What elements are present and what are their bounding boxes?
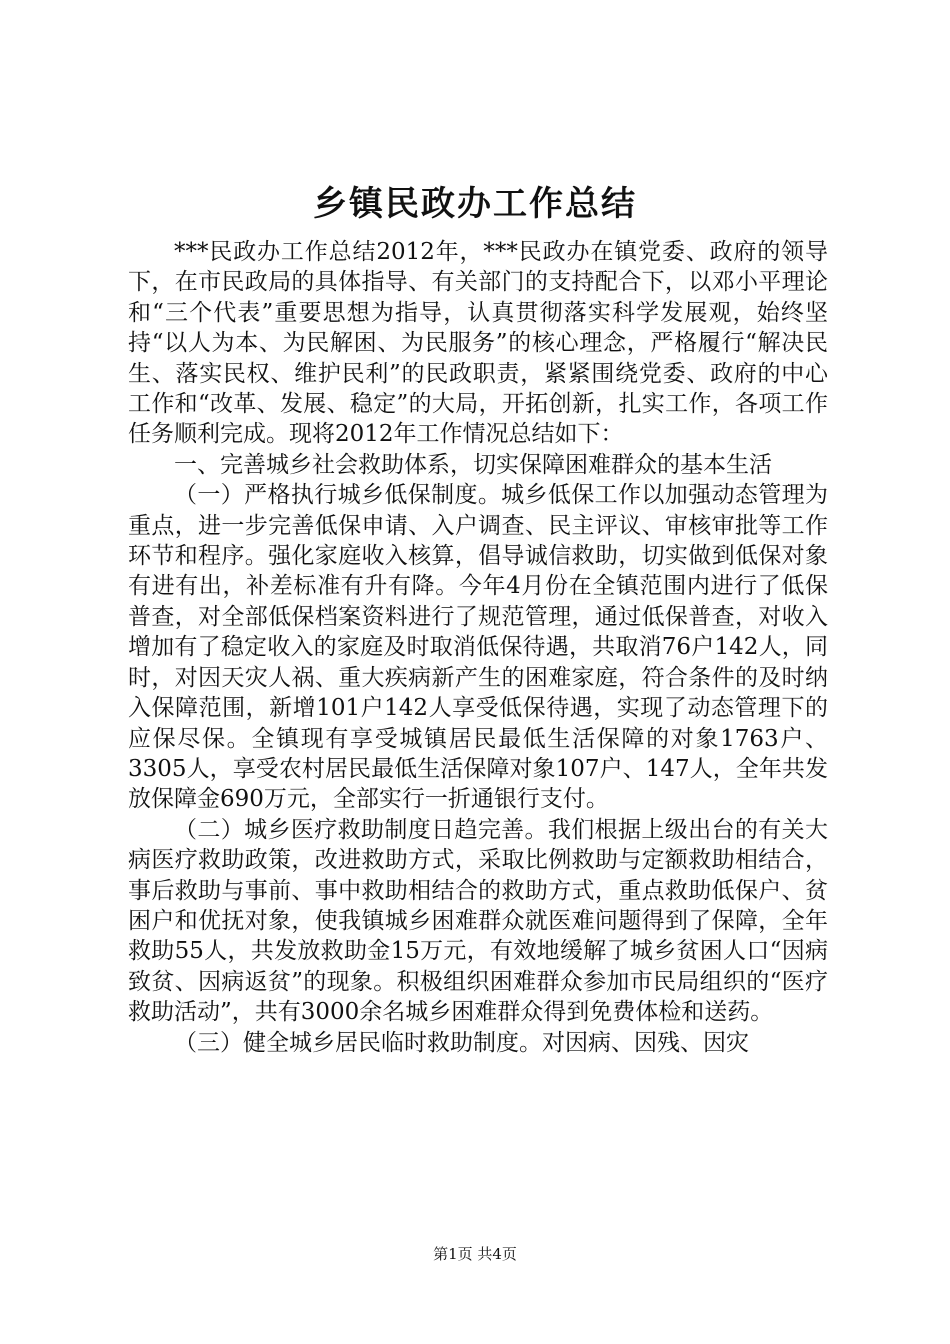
subsection-paragraph: （二）城乡医疗救助制度日趋完善。我们根据上级出台的有关大病医疗救助政策，改进救助方式，采取比例救助与定额救助相结合，事后救助与事前、事中救助相结合的救助方式，重点救助低保户、贫困户和优抚对象，使我镇城乡困难群众就医难问题得到了保障，全年救助55人，共发放救助金15万元，有效地缓解了城乡贫困人口“因病致贫、因病返贫”的现象。积极组织困难群众参加市民局组织的“医疗救助活动”，共有3000余名城乡困难群众得到免费体检和送药。: [128, 816, 828, 1026]
document-body: [128, 237, 828, 1058]
section-heading: 一、完善城乡社会救助体系，切实保障困难群众的基本生活: [174, 451, 772, 478]
document-title: 乡镇民政办工作总结: [313, 184, 637, 224]
subsection-paragraph: （三）健全城乡居民临时救助制度。对因病、因残、因灾: [174, 1029, 749, 1056]
intro-paragraph: ***民政办工作总结2012年，***民政办在镇党委、政府的领导下，在市民政局的具体指导、有关部门的支持配合下，以邓小平理论和“三个代表”重要思想为指导，认真贯彻落实科学发展观，始终坚持“以人为本、为民解困、为民服务”的核心理念，严格履行“解决民生、落实民权、维护民利”的民政职责，紧紧围绕党委、政府的中心工作和“改革、发展、稳定”的大局，开拓创新，扎实工作，各项工作任务顺利完成。现将2012年工作情况总结如下：: [128, 239, 828, 448]
page-footer: 第1页 共4页: [433, 1245, 517, 1263]
subsection-paragraph: （一）严格执行城乡低保制度。城乡低保工作以加强动态管理为重点，进一步完善低保申请、入户调查、民主评议、审核审批等工作环节和程序。强化家庭收入核算，倡导诚信救助，切实做到低保对象有进有出，补差标准有升有降。今年4月份在全镇范围内进行了低保普查，对全部低保档案资料进行了规范管理，通过低保普查，对收入增加有了稳定收入的家庭及时取消低保待遇，共取消76户142人，同时，对因天灾人祸、重大疾病新产生的困难家庭，符合条件的及时纳入保障范围，新增101户142人享受低保待遇，实现了动态管理下的应保尽保。全镇现有享受城镇居民最低生活保障的对象1763户、3305人，享受农村居民最低生活保障对象107户、147人，全年共发放保障金690万元，全部实行一折通银行支付。: [128, 482, 828, 813]
